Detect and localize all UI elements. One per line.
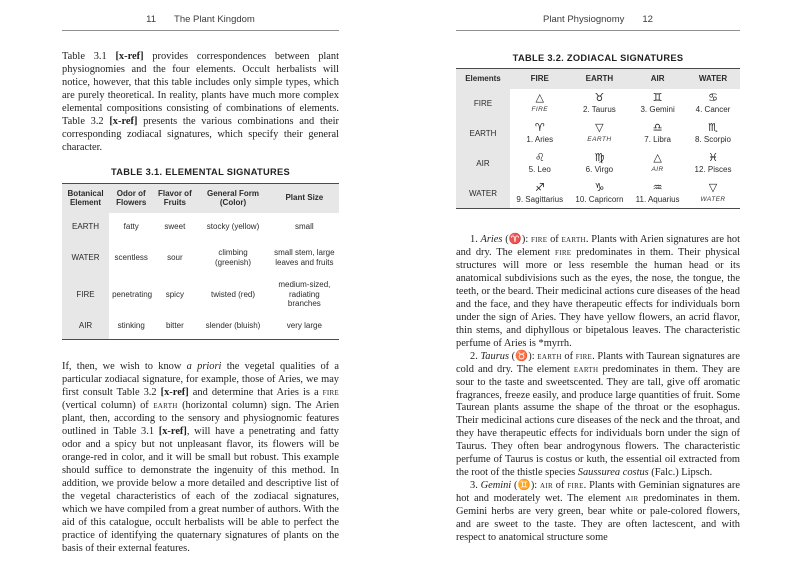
column-header: Odor of Flowers	[109, 183, 153, 213]
column-header: Plant Size	[270, 183, 339, 213]
row-label-water: WATER	[62, 240, 109, 276]
cell-caption: 10. Capricorn	[575, 194, 624, 204]
sagittarius-icon: ♐	[534, 180, 545, 194]
method-paragraph: If, then, we wish to know a priori the vegetal qualities of a particular zodiacal signature, for example, those of Aries, we may first consult Table 3.2 [x-ref] and determine that Aries is a fire (vertical column) of earth (horizontal column) sign. The Arien plant, then, according to the sensory and physiognomic features outlined in Table 3.1 [x-ref], will have a penetrating and fatty odor and a spicy but not unpleasant flavor, its flowers will be orange-red in color, and it will be small but robust. This example should suffice to demonstrate the ingenuity of this method. In addition, we provide below a more detailed and descriptive list of the vegetal characteristics of each of the zodiacal signatures, which we have compiled from a great number of authors. With the aid of this catalogue, occult herbalists will be able to perfect the practice of identifying the quaternary signatures of plants on the basis of their external features.	[62, 361, 340, 554]
column-header: Elements	[456, 69, 510, 89]
cell-caption: 4. Cancer	[695, 105, 731, 115]
zodiac-cell	[510, 119, 570, 149]
gemini-icon: ♊	[652, 91, 663, 105]
cell-caption: 12. Pisces	[694, 165, 732, 175]
cell-flavor: sour	[167, 253, 183, 263]
column-header: FIRE	[510, 69, 570, 89]
zodiac-cell	[629, 89, 686, 119]
cell-caption: EARTH	[587, 136, 612, 144]
table-3-2-header-row	[456, 69, 740, 89]
table-row	[62, 313, 339, 340]
table-row	[456, 149, 740, 179]
zodiac-cell	[629, 149, 686, 179]
row-label-fire: FIRE	[62, 276, 109, 313]
zodiac-cell	[510, 89, 570, 119]
column-header: EARTH	[570, 69, 630, 89]
aries-paragraph: 1. Aries (♈): fire of earth. Plants with Arien signatures are hot and dry. The element fire predominates in them. Their physical structures will more or less resemble the human head or its anatomical subdivisions such as the eyes, the nose, the tongue, the teeth, or the beard. Their medicinal actions cure diseases of the head and the face, and they have therapeutic effects for individuals born under the sign of Aries. They have yellow flowers, an acrid flavor, thin stems, and diphyllous or bipetalous leaves. The characteristic perfume of Aries is *myrrh.	[456, 234, 740, 349]
running-title-left: The Plant Kingdom	[174, 14, 255, 25]
cell-flavor: spicy	[165, 289, 184, 299]
column-header: Botanical Element	[62, 183, 109, 213]
running-head-right	[456, 14, 740, 31]
zodiac-cell	[570, 119, 630, 149]
cell-caption: 9. Sagittarius	[516, 194, 564, 204]
column-header: AIR	[629, 69, 686, 89]
cell-flavor: bitter	[165, 321, 184, 331]
cell-odor: stinking	[117, 321, 145, 331]
table-3-1-elemental-signatures	[62, 183, 339, 341]
cell-caption: FIRE	[531, 106, 549, 114]
column-header: Flavor of Fruits	[153, 183, 196, 213]
row-label-air: AIR	[62, 313, 109, 340]
cell-odor: scentless	[114, 253, 148, 263]
table-3-2-zodiacal-signatures	[456, 68, 740, 209]
zodiac-cell	[686, 179, 740, 209]
aquarius-icon: ♒	[652, 180, 663, 194]
zodiac-descriptions	[456, 234, 740, 545]
row-label-earth: EARTH	[62, 213, 109, 240]
table-row	[62, 240, 339, 276]
virgo-icon: ♍	[594, 151, 605, 165]
page-number-left: 11	[146, 14, 157, 25]
cell-size: small	[295, 221, 314, 231]
cell-caption: 2. Taurus	[583, 105, 616, 115]
column-header: General Form (Color)	[196, 183, 269, 213]
zodiac-cell	[510, 179, 570, 209]
page-right	[456, 14, 740, 545]
table-row	[62, 276, 339, 313]
earth-element-icon: ▽	[595, 121, 604, 135]
cell-caption: 7. Libra	[644, 135, 671, 145]
row-label-fire: FIRE	[456, 89, 510, 119]
running-head-left	[62, 14, 339, 31]
table-row	[456, 179, 740, 209]
libra-icon: ♎	[652, 121, 663, 135]
table-3-1-title: TABLE 3.1. ELEMENTAL SIGNATURES	[110, 166, 291, 177]
table-row	[456, 119, 740, 149]
table-3-2-title: TABLE 3.2. ZODIACAL SIGNATURES	[512, 53, 684, 63]
zodiac-cell	[629, 179, 686, 209]
zodiac-cell	[686, 149, 740, 179]
cell-caption: 5. Leo	[528, 165, 551, 175]
running-title-right: Plant Physiognomy	[543, 14, 625, 25]
zodiac-cell	[686, 89, 740, 119]
zodiac-cell	[686, 119, 740, 149]
taurus-icon: ♉	[594, 91, 605, 105]
row-label-water: WATER	[456, 179, 510, 209]
fire-element-icon: △	[535, 91, 544, 105]
row-label-earth: EARTH	[456, 119, 510, 149]
scorpio-icon: ♏	[708, 121, 718, 135]
page-number-right: 12	[642, 14, 653, 25]
cell-form: climbing (greenish)	[215, 248, 252, 267]
water-element-icon: ▽	[708, 180, 718, 194]
cell-odor: fatty	[123, 221, 139, 231]
cell-caption: 8. Scorpio	[694, 135, 732, 145]
zodiac-cell	[570, 149, 630, 179]
pisces-icon: ♓	[708, 151, 718, 165]
zodiac-cell	[570, 89, 630, 119]
column-header: WATER	[686, 69, 740, 89]
table-row	[62, 213, 339, 240]
cell-caption: 11. Aquarius	[635, 194, 680, 204]
cancer-icon: ♋	[708, 91, 718, 105]
cell-form: twisted (red)	[211, 289, 256, 299]
table-3-1-header-row	[62, 183, 339, 213]
cell-caption: 1. Aries	[526, 135, 554, 145]
cell-size: very large	[286, 321, 322, 331]
cell-odor: penetrating	[112, 289, 153, 299]
zodiac-cell	[570, 179, 630, 209]
cell-form: slender (bluish)	[205, 321, 261, 331]
table-row	[456, 89, 740, 119]
zodiac-cell	[629, 119, 686, 149]
intro-paragraph: Table 3.1 [x-ref] provides correspondences between plant physiognomies and the four elements. Occult herbalists will notice, however, that this table includes only simple types, which are purely theoretical. In reality, plants have much more complex elemental compositions consisting of combinations of elements. Table 3.2 [x-ref] presents the various combinations and their corresponding zodiacal signatures, which specify their general character.	[62, 51, 339, 153]
cell-caption: 6. Virgo	[585, 165, 614, 175]
leo-icon: ♌	[534, 151, 545, 165]
cell-flavor: sweet	[164, 221, 186, 231]
cell-size: small stem, large leaves and fruits	[274, 248, 335, 267]
cell-caption: WATER	[700, 195, 726, 203]
taurus-paragraph: 2. Taurus (♉): earth of fire. Plants with Taurean signatures are cold and dry. The element earth predominates in them. They are sour to the taste and sweetscented. They are tall, give off aromatic fragrances, freeze easily, and produce large quantities of fruit. Some Taurean plants assume the shape of the throat or the esophagus. Their medicinal actions cure diseases of the neck and the throat, and they have therapeutic effects for individuals born under the sign of Taurus. They often bear androgynous flowers. The characteristic perfume of Taurus is costus or kuth, the essential oil extracted from the root of the thistle species Saussurea costus (Falc.) Lipsch.	[456, 350, 740, 479]
cell-size: medium-sized, radiating branches	[278, 279, 331, 309]
page-left	[62, 14, 339, 566]
capricorn-icon: ♑	[594, 180, 605, 194]
gemini-paragraph: 3. Gemini (♊): air of fire. Plants with Geminian signatures are hot and moderately wet. The element air predominates in them. Gemini herbs are very green, bear white or pale-colored flowers, and are sweet to the taste. They are often lactescent, and with respect to anatomical structure some	[456, 480, 740, 544]
cell-form: stocky (yellow)	[206, 221, 260, 231]
cell-caption: AIR	[651, 166, 664, 174]
row-label-air: AIR	[456, 149, 510, 179]
zodiac-cell	[510, 149, 570, 179]
air-element-icon: △	[653, 151, 662, 165]
cell-caption: 3. Gemini	[640, 105, 675, 115]
aries-icon: ♈	[534, 121, 545, 135]
